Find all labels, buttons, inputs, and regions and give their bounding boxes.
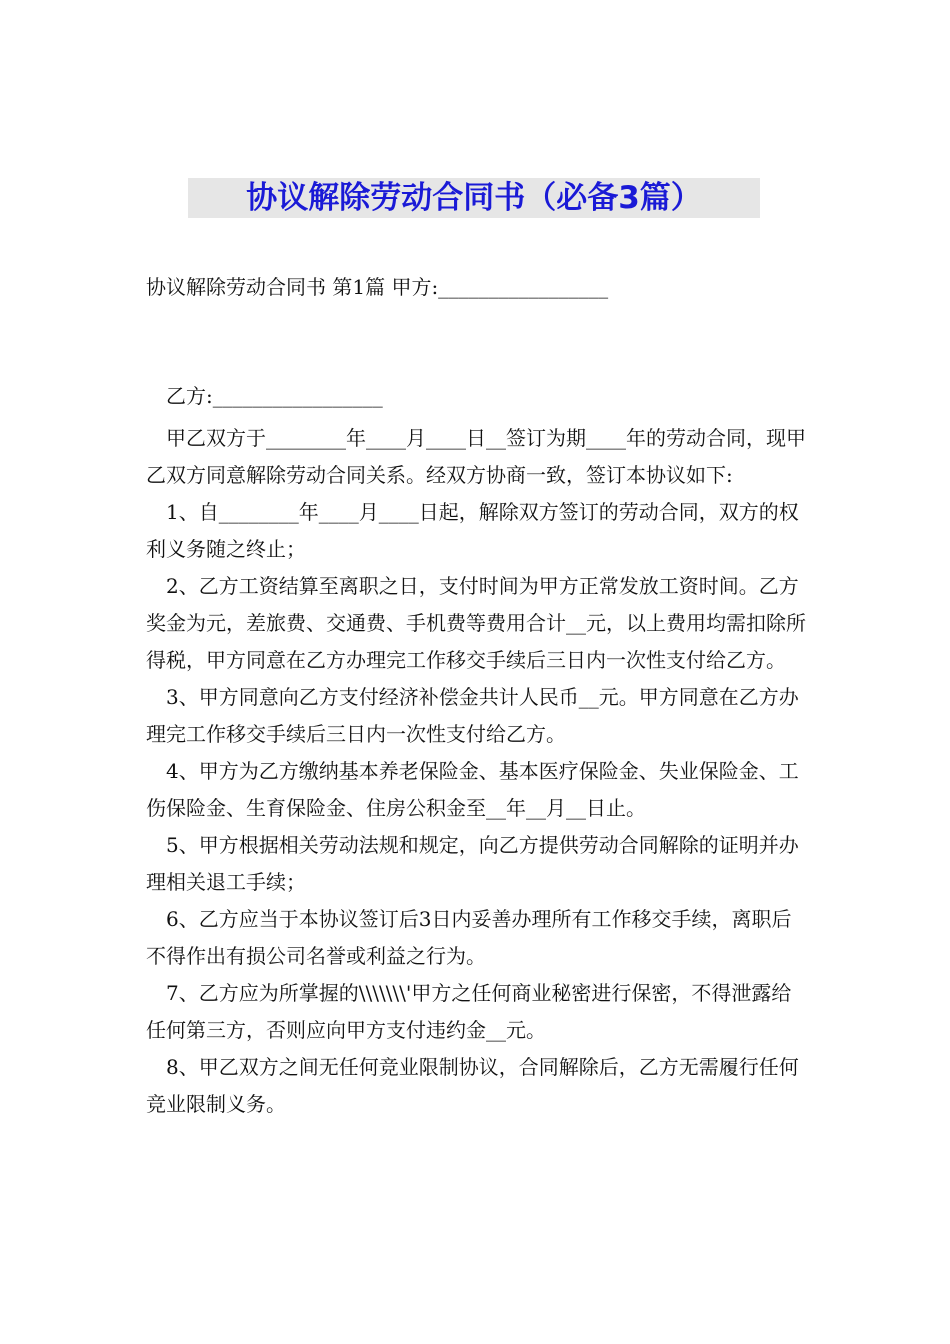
paragraph-4: 4、甲方为乙方缴纳基本养老保险金、基本医疗保险金、失业保险金、工伤保险金、生育保险金、住房公积金至__年__月__日止。 <box>146 759 799 820</box>
document-body <box>146 420 808 1123</box>
paragraph-1: 1、自________年____月____日起，解除双方签订的劳动合同，双方的权利义务随之终止； <box>146 500 799 561</box>
paragraph-intro: 甲乙双方于________年____月____日__签订为期____年的劳动合同，现甲乙双方同意解除劳动合同关系。经双方协商一致，签订本协议如下: <box>146 426 806 487</box>
paragraph-3: 3、甲方同意向乙方支付经济补偿金共计人民币__元。甲方同意在乙方办理完工作移交手续后三日内一次性支付给乙方。 <box>146 685 799 746</box>
line-party-b: 乙方:_________________ <box>166 384 383 408</box>
heading-line-party-a: 协议解除劳动合同书 第1篇 甲方:_________________ <box>146 275 609 299</box>
document-title: 协议解除劳动合同书（必备3篇） <box>188 178 760 218</box>
paragraph-6: 6、乙方应当于本协议签订后3日内妥善办理所有工作移交手续，离职后不得作出有损公司名誉或利益之行为。 <box>146 907 792 968</box>
paragraph-8: 8、甲乙双方之间无任何竞业限制协议，合同解除后，乙方无需履行任何竞业限制义务。 <box>146 1055 799 1116</box>
paragraph-2: 2、乙方工资结算至离职之日，支付时间为甲方正常发放工资时间。乙方奖金为元，差旅费、交通费、手机费等费用合计__元，以上费用均需扣除所得税，甲方同意在乙方办理完工作移交手续后三日内一次性支付给乙方。 <box>146 574 806 672</box>
paragraph-7: 7、乙方应为所掌握的\\\\\\\'甲方之任何商业秘密进行保密，不得泄露给任何第三方，否则应向甲方支付违约金__元。 <box>146 981 792 1042</box>
paragraph-5: 5、甲方根据相关劳动法规和规定，向乙方提供劳动合同解除的证明并办理相关退工手续； <box>146 833 799 894</box>
